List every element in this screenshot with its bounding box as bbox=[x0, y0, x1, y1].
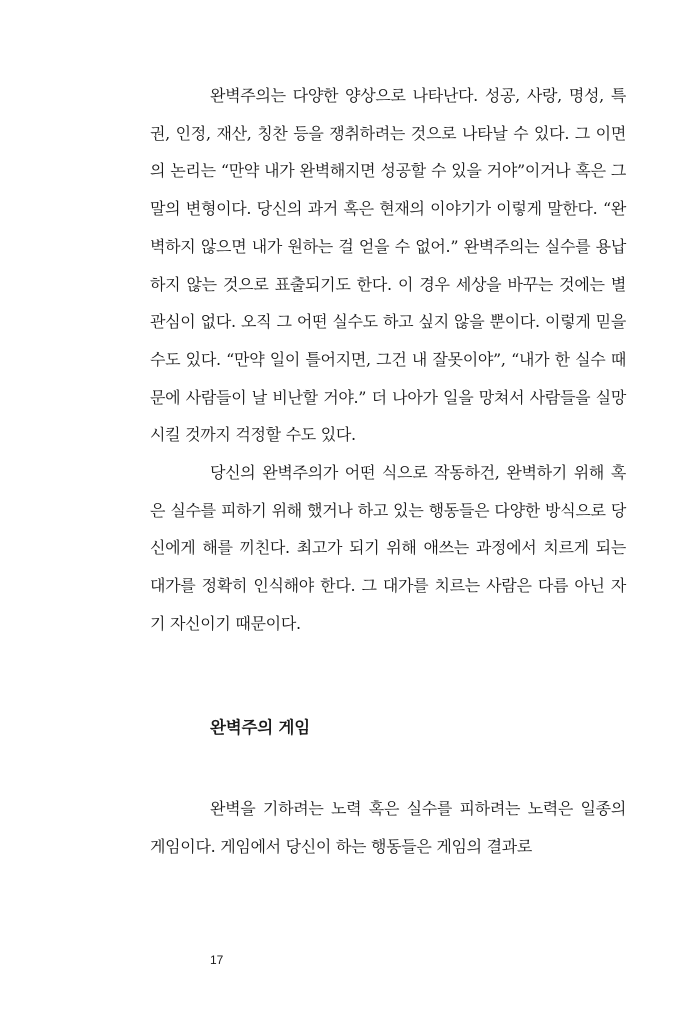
body-text-lower bbox=[150, 790, 626, 865]
paragraph-1: 완벽주의는 다양한 양상으로 나타난다. 성공, 사랑, 명성, 특권, 인정, 재산, 칭찬 등을 쟁취하려는 것으로 나타날 수 있다. 그 이면의 논리는 “만약 내가 완벽해지면 성공할 수 있을 거야”이거나 혹은 그 말의 변형이다. 당신의 과거 혹은 현재의 이야기가 이렇게 말한다. “완벽하지 않으면 내가 원하는 걸 얻을 수 없어.” 완벽주의는 실수를 용납하지 않는 것으로 표출되기도 한다. 이 경우 세상을 바꾸는 것에는 별 관심이 없다. 오직 그 어떤 실수도 하고 싶지 않을 뿐이다. 이렇게 믿을 수도 있다. “만약 일이 틀어지면, 그건 내 잘못이야”, “내가 한 실수 때문에 사람들이 날 비난할 거야.” 더 나아가 일을 망쳐서 사람들을 실망시킬 것까지 걱정할 수도 있다. bbox=[150, 86, 626, 445]
paragraph-2: 당신의 완벽주의가 어떤 식으로 작동하건, 완벽하기 위해 혹은 실수를 피하기 위해 했거나 하고 있는 행동들은 다양한 방식으로 당신에게 해를 끼친다. 최고가 되기 위해 애쓰는 과정에서 치르게 되는 대가를 정확히 인식해야 한다. 그 대가를 치르는 사람은 다름 아닌 자기 자신이기 때문이다. bbox=[150, 463, 626, 633]
paragraph-3: 완벽을 기하려는 노력 혹은 실수를 피하려는 노력은 일종의 게임이다. 게임에서 당신이 하는 행동들은 게임의 결과로 bbox=[150, 799, 626, 856]
page-number: 17 bbox=[210, 953, 224, 967]
body-text-upper bbox=[150, 77, 626, 643]
section-heading: 완벽주의 게임 bbox=[210, 718, 310, 737]
